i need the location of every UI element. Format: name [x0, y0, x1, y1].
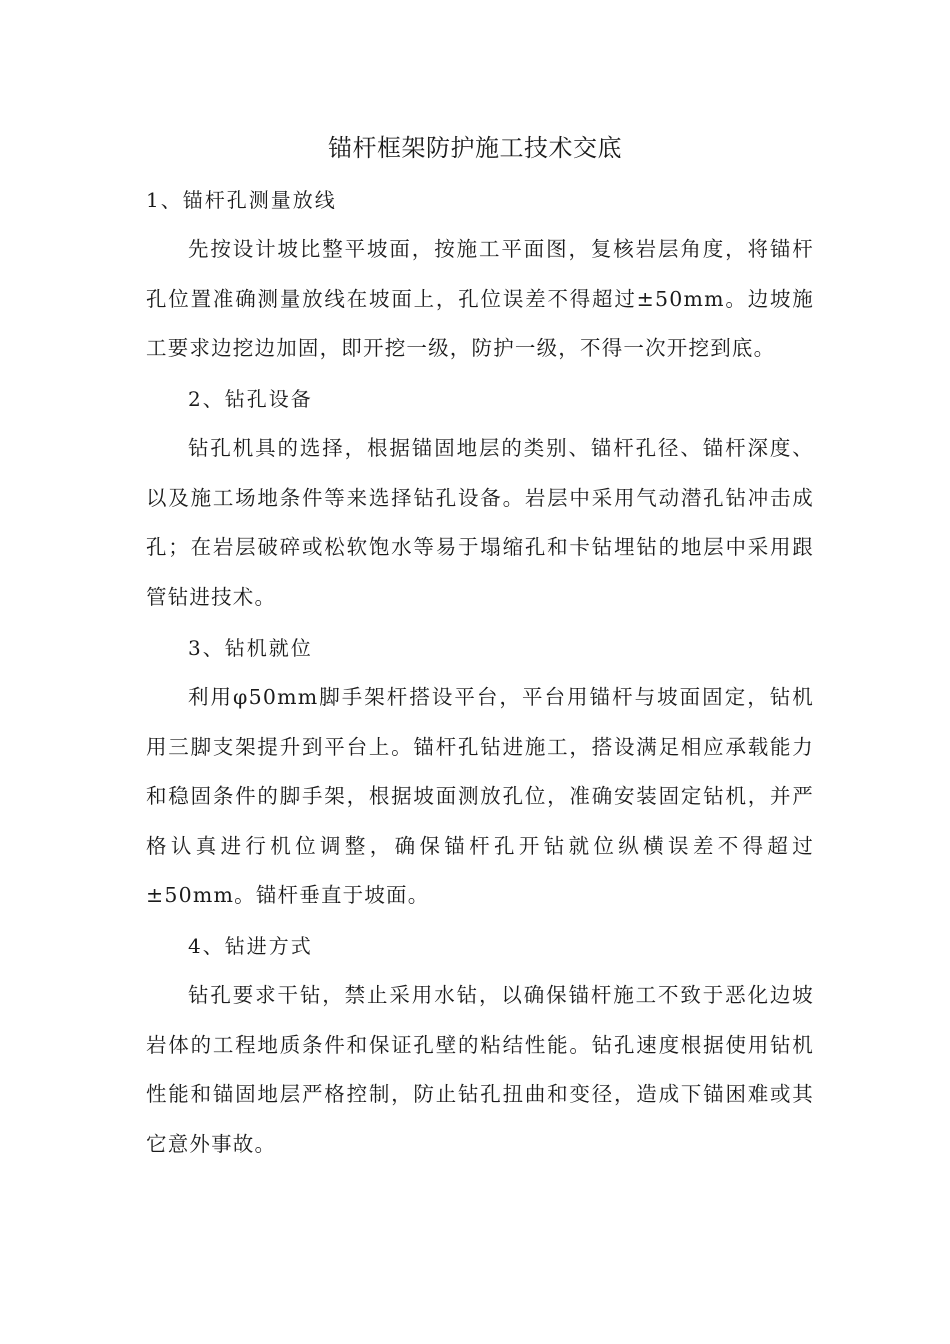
section-heading: 3、钻机就位	[188, 636, 313, 660]
section-body: 钻孔要求干钻，禁止采用水钻，以确保锚杆施工不致于恶化边坡岩体的工程地质条件和保证孔壁的粘结性能。钻孔速度根据使用钻机性能和锚固地层严格控制，防止钻孔扭曲和变径，造成下锚困难或其它意外事故。	[146, 983, 814, 1156]
section-body: 先按设计坡比整平坡面，按施工平面图，复核岩层角度，将锚杆孔位置准确测量放线在坡面上，孔位误差不得超过±50mm。边坡施工要求边挖边加固，即开挖一级，防护一级，不得一次开挖到底。	[146, 237, 814, 361]
section-heading: 4、钻进方式	[188, 934, 313, 958]
section-1	[146, 175, 814, 374]
document-title: 锚杆框架防护施工技术交底	[328, 134, 622, 162]
section-heading: 1、锚杆孔测量放线	[146, 188, 337, 212]
section-3	[146, 623, 814, 921]
section-heading: 2、钻孔设备	[188, 387, 313, 411]
section-2	[146, 374, 814, 622]
section-body: 钻孔机具的选择，根据锚固地层的类别、锚杆孔径、锚杆深度、以及施工场地条件等来选择钻孔设备。岩层中采用气动潜孔钻冲击成孔；在岩层破碎或松软饱水等易于塌缩孔和卡钻埋钻的地层中采用跟管钻进技术。	[146, 436, 814, 609]
section-body: 利用φ50mm脚手架杆搭设平台，平台用锚杆与坡面固定，钻机用三脚支架提升到平台上。锚杆孔钻进施工，搭设满足相应承载能力和稳固条件的脚手架，根据坡面测放孔位，准确安装固定钻机，并严格认真进行机位调整，确保锚杆孔开钻就位纵横误差不得超过±50mm。锚杆垂直于坡面。	[146, 685, 814, 908]
section-4	[146, 921, 814, 1169]
